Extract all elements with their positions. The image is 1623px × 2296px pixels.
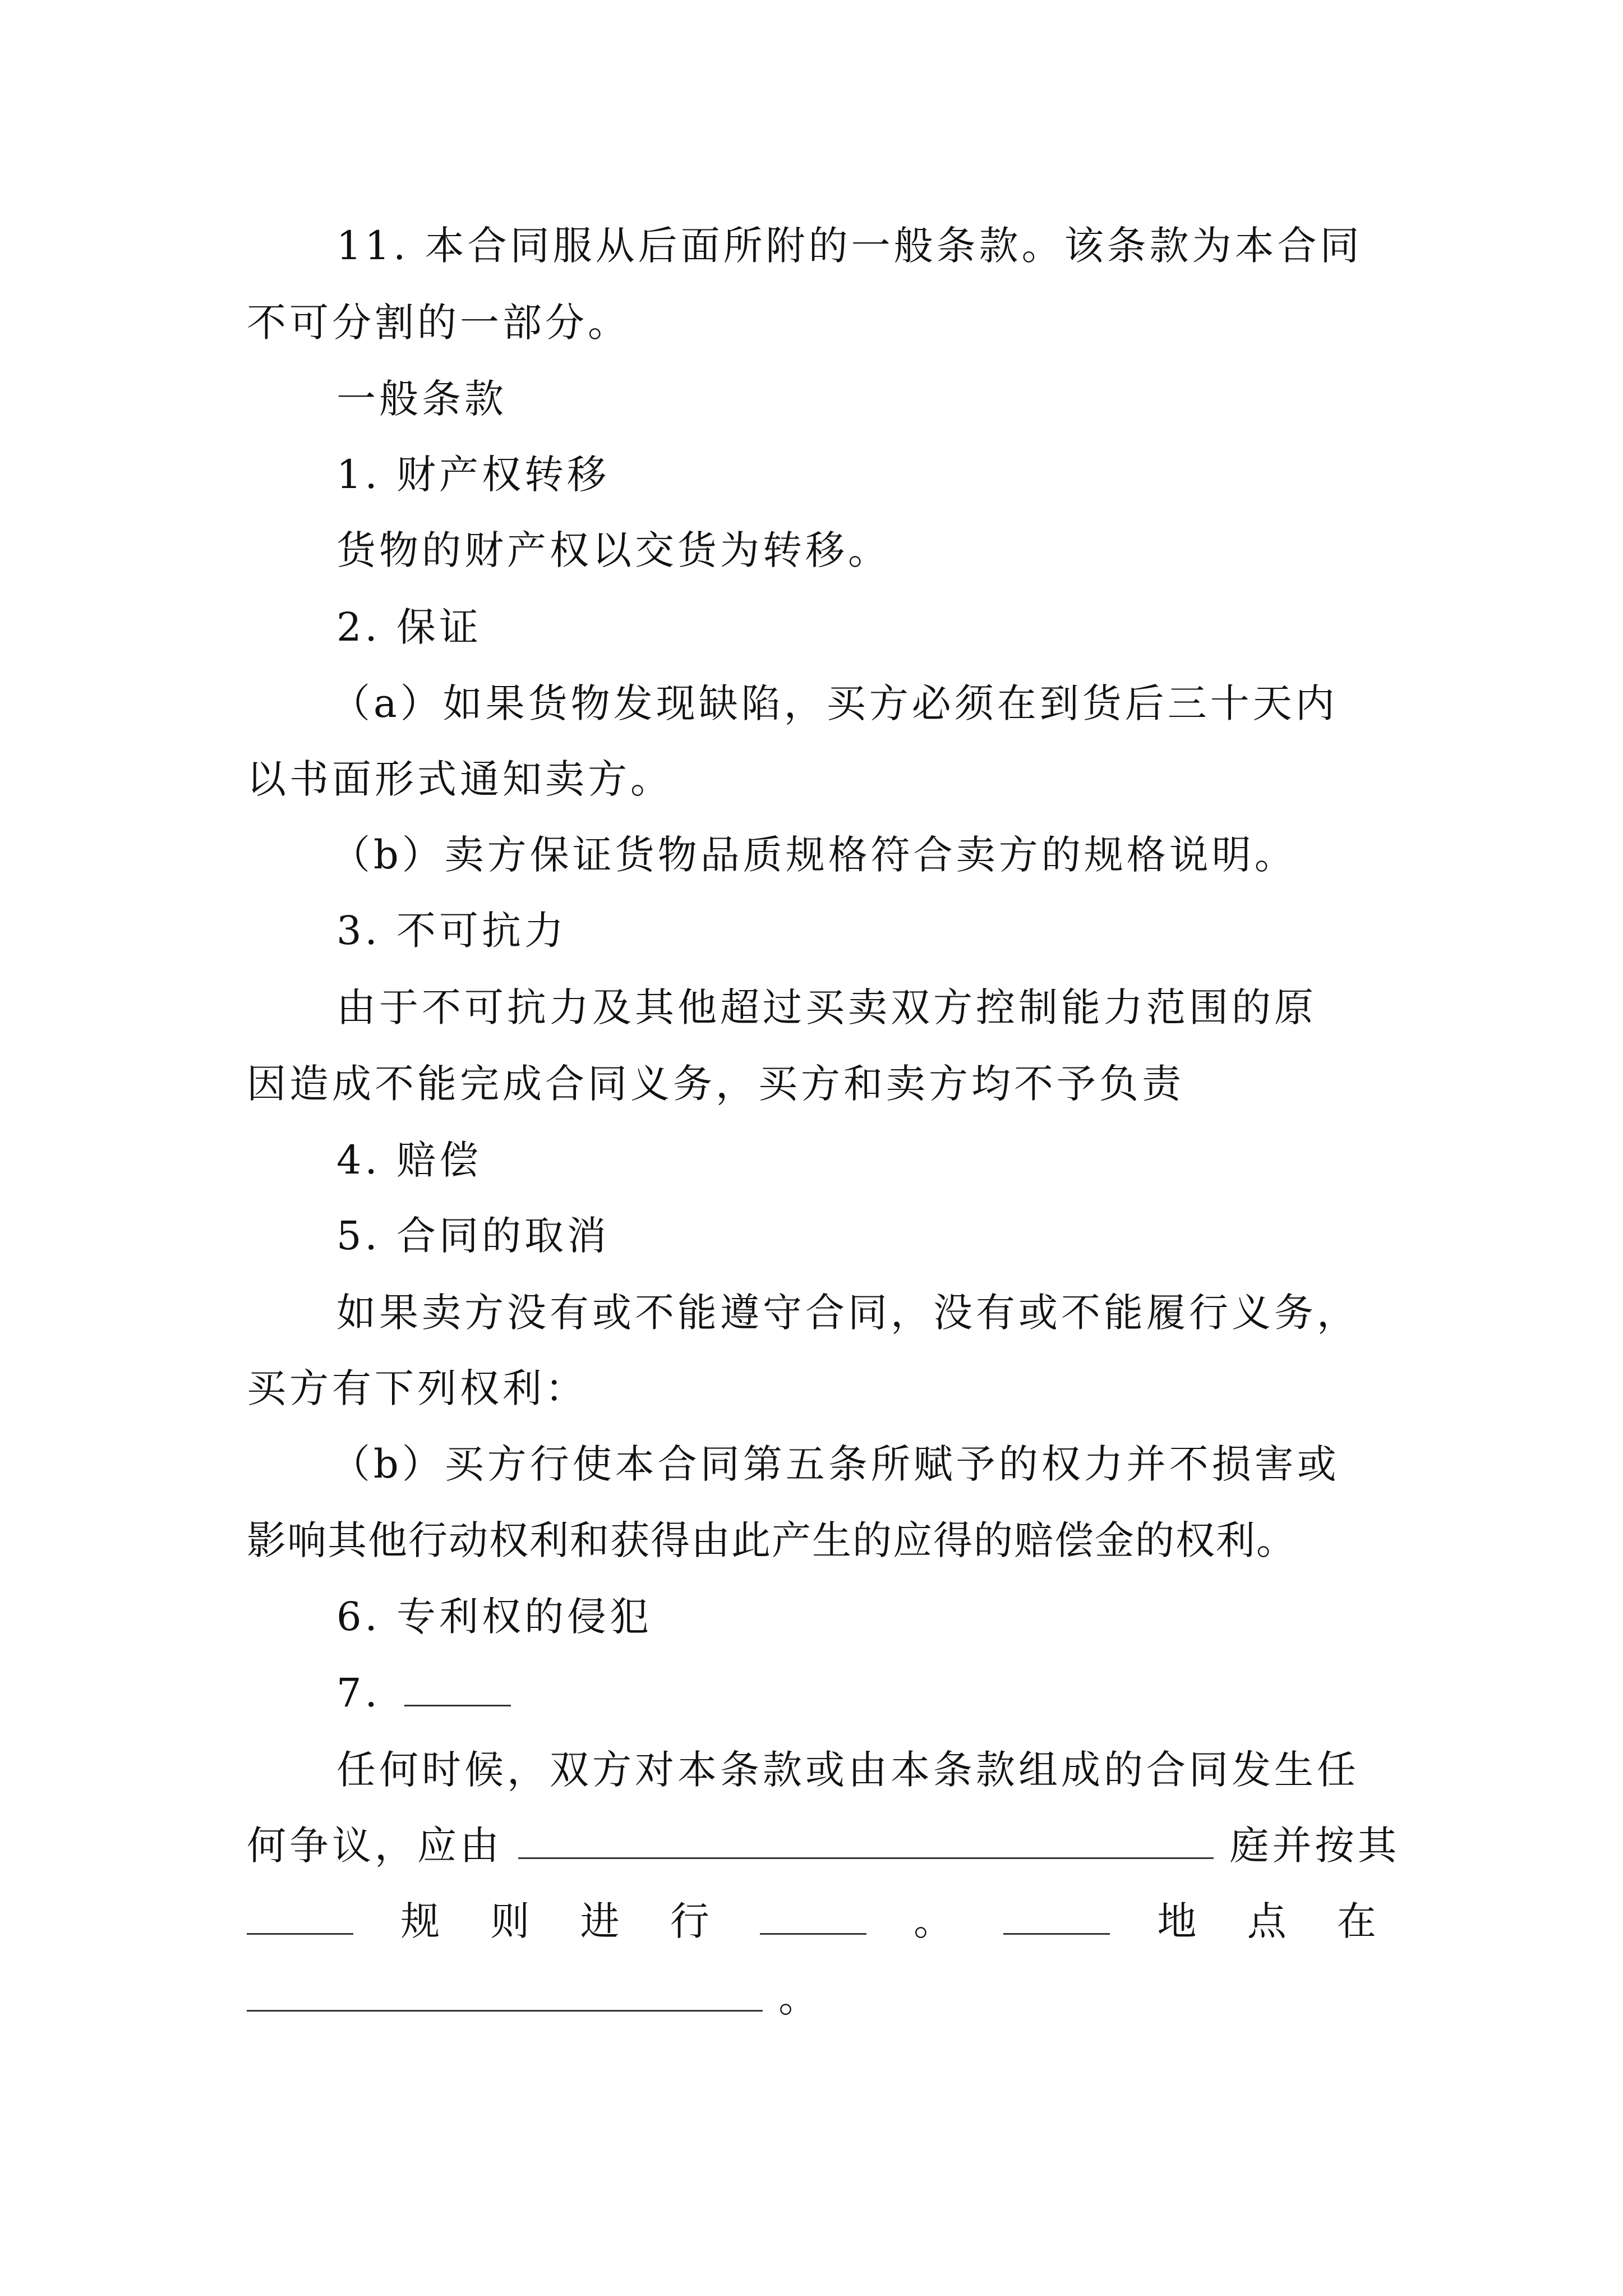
word-xing: 行	[670, 1898, 713, 1944]
section-7-number: 7.	[336, 1670, 381, 1716]
section-2b-text: （b）卖方保证货物品质规格符合卖方的规格说明。	[331, 832, 1297, 878]
section-3-heading: 3. 不可抗力	[336, 908, 568, 954]
word-ze: 则	[490, 1898, 533, 1944]
arbitration-line-2-start: 何争议，应由	[247, 1823, 502, 1869]
section-1-heading: 1. 财产权转移	[336, 452, 610, 498]
word-dian: 点	[1247, 1898, 1290, 1944]
section-7-heading	[336, 1665, 1380, 1721]
location-blank[interactable]	[247, 1975, 763, 2012]
section-2-heading: 2. 保证	[336, 604, 482, 650]
section-1-text: 货物的财产权以交货为转移。	[336, 527, 891, 573]
procedure-blank[interactable]	[760, 1898, 866, 1935]
word-zai: 在	[1336, 1898, 1380, 1944]
section-5-line-2: 买方有下列权利：	[247, 1365, 588, 1411]
clause-11-line-1: 11. 本合同服从后面所附的一般条款。该条款为本合同	[336, 223, 1363, 269]
location-label-blank[interactable]	[1003, 1898, 1110, 1935]
arbitration-line-2	[247, 1818, 1400, 1874]
section-7-title-blank[interactable]	[404, 1670, 511, 1706]
arbitration-line-4	[247, 1970, 1380, 2026]
clause-11-line-2: 不可分割的一部分。	[247, 300, 630, 346]
section-3-line-1: 由于不可抗力及其他超过买卖双方控制能力范围的原	[336, 984, 1317, 1030]
arbitration-line-2-end: 庭并按其	[1229, 1823, 1400, 1869]
section-5-line-1: 如果卖方没有或不能遵守合同，没有或不能履行义务，	[336, 1290, 1359, 1336]
period-mark: 。	[914, 1898, 957, 1944]
arbitration-line-3-row	[247, 1893, 1380, 1949]
section-4-heading: 4. 赔偿	[336, 1137, 482, 1183]
arbitration-line-1: 任何时候，双方对本条款或由本条款组成的合同发生任	[336, 1747, 1359, 1793]
section-2a-line-1: （a）如果货物发现缺陷，买方必须在到货后三十天内	[331, 680, 1338, 726]
section-5b-line-1: （b）买方行使本合同第五条所赋予的权力并不损害或	[331, 1441, 1340, 1487]
section-5-heading: 5. 合同的取消	[336, 1213, 610, 1259]
word-gui: 规	[400, 1898, 444, 1944]
arbitration-line-3	[247, 1893, 1380, 1949]
section-5b-line-2: 影响其他行动权利和获得由此产生的应得的赔偿金的权利。	[247, 1517, 1297, 1563]
section-2a-line-2: 以书面形式通知卖方。	[247, 756, 673, 802]
general-terms-heading: 一般条款	[336, 376, 507, 422]
arbitration-line-4-period: 。	[778, 1975, 822, 2021]
rules-blank[interactable]	[247, 1898, 353, 1935]
section-6-heading: 6. 专利权的侵犯	[336, 1594, 653, 1640]
arbitration-court-blank[interactable]	[518, 1823, 1214, 1859]
section-3-line-2: 因造成不能完成合同义务，买方和卖方均不予负责	[247, 1061, 1184, 1107]
word-di: 地	[1157, 1898, 1200, 1944]
word-jin: 进	[580, 1898, 623, 1944]
